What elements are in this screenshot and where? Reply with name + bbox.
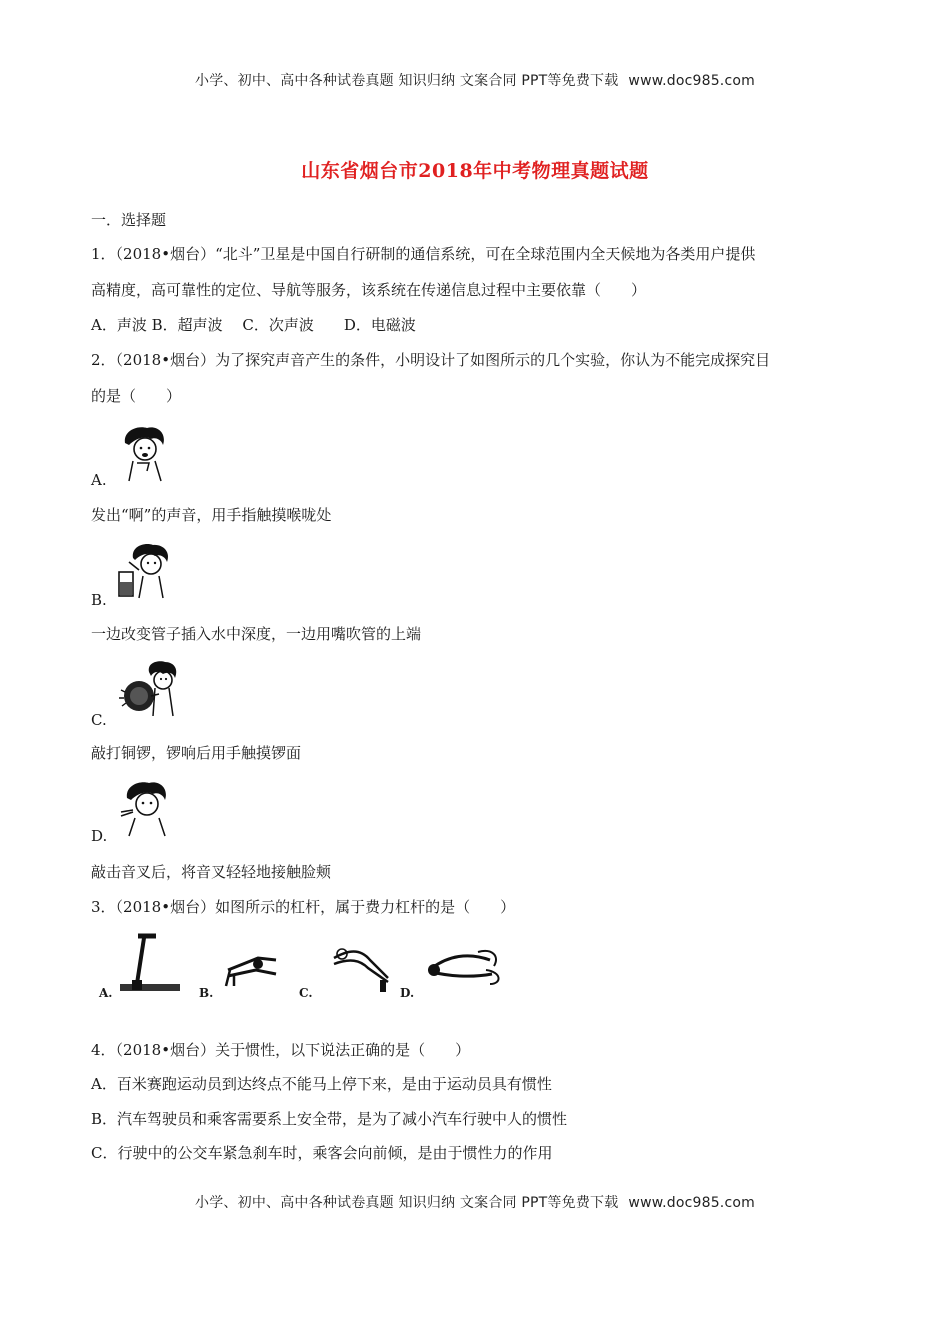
page-footer [0, 1192, 950, 1212]
q2-option-d-desc: 敲击音叉后，将音叉轻轻地接触脸颊 [91, 863, 332, 881]
q3-option-b-label: B. [199, 986, 214, 1000]
q2-option-b-label: B. [91, 591, 107, 609]
q3-option-c-label: C. [299, 986, 313, 1000]
q2-figure-b [115, 542, 175, 600]
q4-stem: 4．（2018•烟台）关于惯性，以下说法正确的是（ ） [91, 1041, 471, 1059]
q1-options: A．声波 B．超声波 C．次声波 D．电磁波 [91, 316, 416, 334]
q3-stem: 3．（2018•烟台）如图所示的杠杆，属于费力杠杆的是（ ） [91, 898, 516, 916]
q2-stem-line2: 的是（ ） [91, 387, 182, 405]
footer-text: 小学、初中、高中各种试卷真题 知识归纳 文案合同 PPT等免费下载 [195, 1195, 619, 1211]
q2-figure-a [115, 425, 175, 483]
footer-site[interactable]: www.doc985.com [628, 1195, 755, 1211]
q2-option-c-label: C. [91, 711, 107, 729]
q2-stem-line1: 2．（2018•烟台）为了探究声音产生的条件，小明设计了如图所示的几个实验，你认为不能完成探究目 [91, 351, 771, 369]
section-heading: 一．选择题 [91, 211, 167, 229]
page-header [0, 70, 950, 90]
q3-lever-a-image [120, 936, 180, 991]
q2-option-d-label: D. [91, 827, 108, 845]
q1-stem-line1: 1．（2018•烟台）“北斗”卫星是中国自行研制的通信系统，可在全球范围内全天候地为各类用户提供 [91, 245, 756, 263]
q1-stem-line2: 高精度，高可靠性的定位、导航等服务，该系统在传递信息过程中主要依靠（ ） [91, 281, 647, 299]
q3-option-a-label: A. [99, 986, 113, 1000]
header-text: 小学、初中、高中各种试卷真题 知识归纳 文案合同 PPT等免费下载 [195, 73, 619, 89]
page-title: 山东省烟台市2018年中考物理真题试题 [301, 160, 649, 182]
q2-option-a-label: A. [91, 471, 107, 489]
q4-option-b: B．汽车驾驶员和乘客需要系上安全带，是为了减小汽车行驶中人的惯性 [91, 1110, 568, 1128]
header-site[interactable]: www.doc985.com [628, 73, 755, 89]
q4-option-c: C．行驶中的公交车紧急刹车时，乘客会向前倾，是由于惯性力的作用 [91, 1144, 553, 1162]
q2-figure-c [115, 660, 181, 720]
q2-figure-d [115, 780, 177, 838]
q2-option-b-desc: 一边改变管子插入水中深度，一边用嘴吹管的上端 [91, 625, 422, 643]
q4-option-a: A．百米赛跑运动员到达终点不能马上停下来，是由于运动员具有惯性 [91, 1075, 552, 1093]
q3-option-d-label: D. [400, 986, 415, 1000]
q2-option-c-desc: 敲打铜锣，锣响后用手触摸锣面 [91, 744, 302, 762]
q2-option-a-desc: 发出“啊”的声音，用手指触摸喉咙处 [91, 506, 332, 524]
